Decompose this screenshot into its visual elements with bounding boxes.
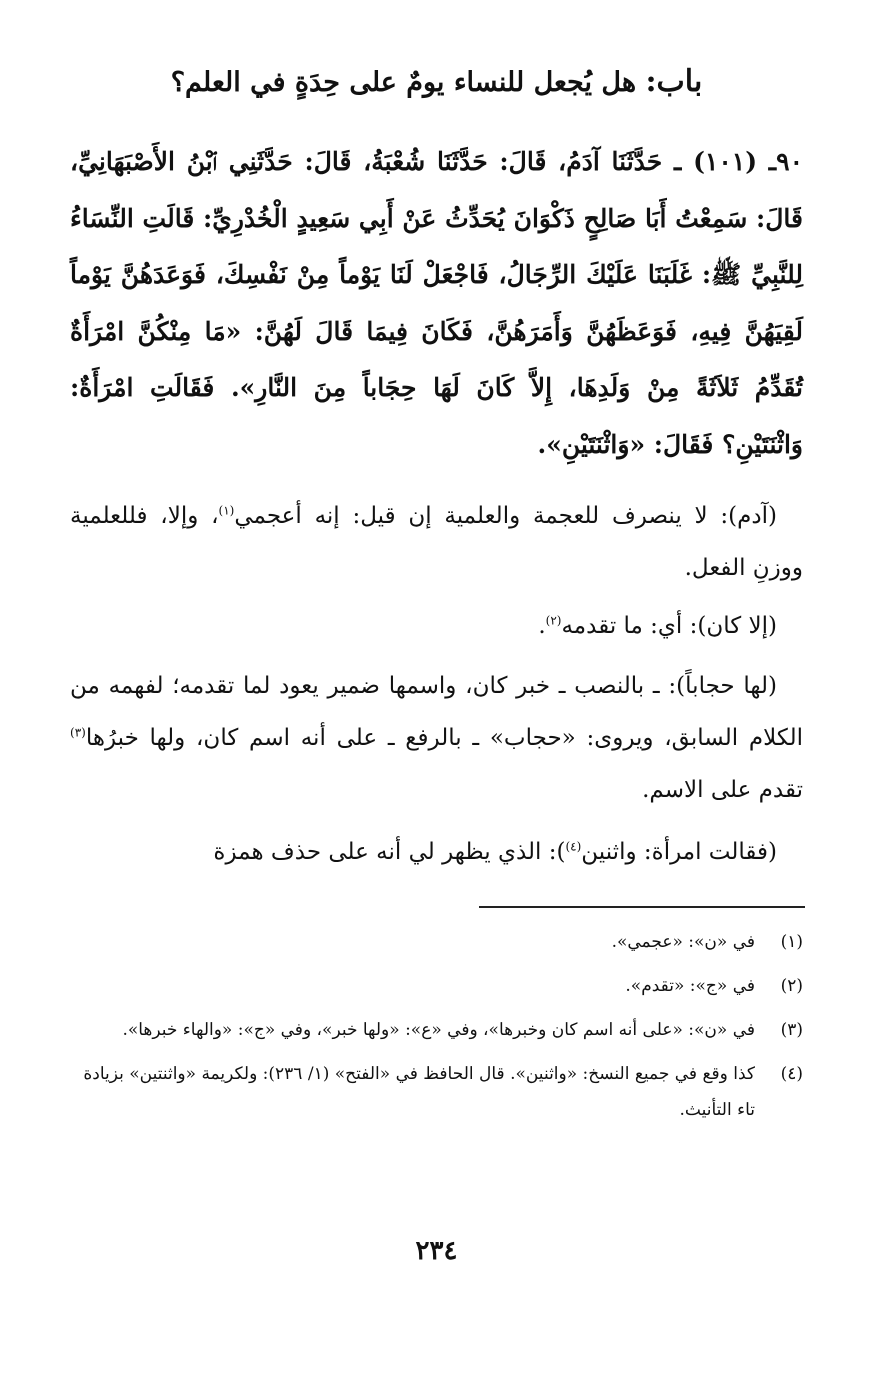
commentary-text: . (538, 613, 546, 639)
commentary-paragraph-2 (70, 600, 803, 652)
footnote-text: في «ن»: «عجمي». (611, 932, 755, 952)
footnote-marker: (٢) (545, 613, 562, 628)
footnotes-section (70, 924, 803, 1136)
commentary-paragraph-1 (70, 490, 803, 594)
commentary-text: ): الذي يظهر لي أنه على حذف همزة (213, 839, 566, 865)
footnote-marker: (٤) (565, 839, 582, 854)
commentary-text: (لها حجاباً): ـ بالنصب ـ خبر كان، واسمها ضمير يعود لما تقدمه؛ لفهمه من الكلام السابق، ويروى: «حجاب» ـ بالرفع ـ على أنه اسم كان، ولها خبرُها (70, 673, 803, 751)
chapter-label: باب: (645, 64, 703, 99)
commentary-text: (إلا كان): أي: ما تقدمه (561, 613, 777, 639)
commentary-text: (آدم): لا ينصرف للعجمة والعلمية إن قيل: إنه أعجمي (234, 503, 777, 529)
footnote-text: في «ن»: «على أنه اسم كان وخبرها»، وفي «ع»: «ولها خبر»، وفي «ج»: «والهاء خبرها». (122, 1020, 755, 1040)
chapter-heading (150, 62, 723, 103)
footnote-marker: (٣) (70, 725, 86, 740)
commentary-paragraph-4 (70, 826, 803, 878)
footnote-marker: (١) (218, 503, 235, 518)
footnote-number: (٢) (780, 976, 803, 996)
footnote-number: (٤) (780, 1064, 803, 1084)
hadith-text: ٩٠ـ (١٠١) ـ حَدَّثَنَا آدَمُ، قَالَ: حَدَّثَنَا شُعْبَةُ، قَالَ: حَدَّثَنِي ٱبْنُ الأَصْبَهَانِيِّ، قَالَ: سَمِعْتُ أَبَا صَالِحٍ ذَكْوَانَ يُحَدِّثُ عَنْ أَبِي سَعِيدٍ الْخُدْرِيِّ: قَالَتِ النِّسَاءُ لِلنَّبِيِّ ﷺ: غَلَبَنَا عَلَيْكَ الرِّجَالُ، فَاجْعَلْ لَنَا يَوْماً مِنْ نَفْسِكَ، فَوَعَدَهُنَّ يَوْماً لَقِيَهُنَّ فِيهِ، فَوَعَظَهُنَّ وَأَمَرَهُنَّ، فَكَانَ فِيمَا قَالَ لَهُنَّ: «مَا مِنْكُنَّ امْرَأَةٌ تُقَدِّمُ ثَلاَثَةً مِنْ وَلَدِهَا، إِلاَّ كَانَ لَهَا حِجَاباً مِنَ النَّارِ». فَقَالَتِ امْرَأَةٌ: وَاثْنَتَيْنِ؟ فَقَالَ: «وَاثْنَتَيْنِ». (70, 147, 803, 459)
footnote-number: (٣) (780, 1020, 803, 1040)
commentary-text: (فقالت امرأة: واثنين (581, 839, 777, 865)
commentary-paragraph-3 (70, 660, 803, 816)
footnote-text: كذا وقع في جميع النسخ: «واثنين». قال الحافظ في «الفتح» (١/ ٢٣٦): ولكريمة «واثنتين» بزيادة تاء التأنيث. (83, 1064, 755, 1120)
footnote-item (70, 1012, 803, 1048)
page-number: ٢٣٤ (415, 1236, 458, 1266)
footnote-text: في «ج»: «تقدم». (625, 976, 755, 996)
commentary-text: تقدم على الاسم. (642, 777, 803, 803)
footnote-item (70, 1056, 803, 1128)
footnote-item (70, 968, 803, 1004)
commentary-text: ، وإلا، فللعلمية ووزنِ الفعل. (70, 503, 803, 581)
footnote-divider (479, 906, 805, 908)
chapter-title-text: هل يُجعل للنساء يومٌ على حِدَةٍ في العلم؟ (170, 67, 637, 98)
footnote-item (70, 924, 803, 960)
footnote-number: (١) (780, 932, 803, 952)
